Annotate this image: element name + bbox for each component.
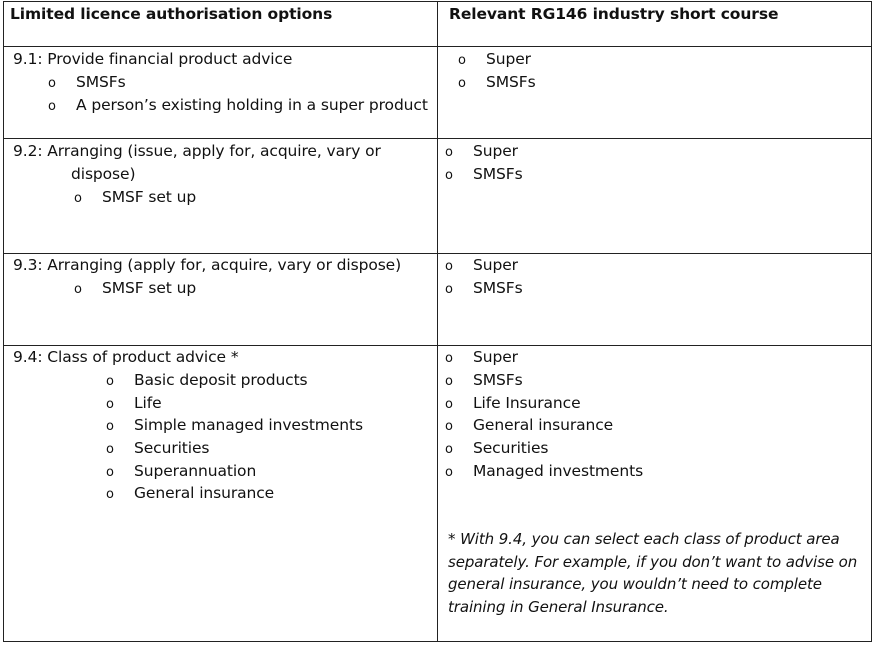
list-item: o Super [458,49,531,71]
bullet-icon: o [445,442,453,457]
footnote-line: general insurance, you wouldn’t need to complete [448,575,822,593]
list-item: o Super [445,255,518,277]
bullet-icon: o [74,191,82,206]
bullet-icon: o [458,76,466,91]
column-divider [437,1,438,642]
bullet-icon: o [106,419,114,434]
row-9-4-title: 9.4: Class of product advice * [13,348,239,366]
bullet-icon: o [458,53,466,68]
bullet-icon: o [106,465,114,480]
bullet-icon: o [48,99,56,114]
list-item: o SMSFs [445,164,523,186]
bullet-icon: o [48,76,56,91]
authorisation-table [3,1,872,642]
header-left: Limited licence authorisation options [10,5,333,23]
list-item: o Super [445,141,518,163]
list-item: o SMSF set up [74,278,196,300]
list-item: o SMSFs [48,72,126,94]
bullet-icon: o [445,282,453,297]
bullet-icon: o [106,442,114,457]
list-item: o SMSFs [445,370,523,392]
bullet-icon: o [106,487,114,502]
list-item: o A person’s existing holding in a super product [48,95,428,117]
list-item: o Securities [445,438,548,460]
row-9-1-title: 9.1: Provide financial product advice [13,50,293,68]
list-item: o Super [445,347,518,369]
list-item: o General insurance [445,415,613,437]
header-right: Relevant RG146 industry short course [449,5,779,23]
list-item: o General insurance [106,483,274,505]
bullet-icon: o [445,168,453,183]
bullet-icon: o [445,145,453,160]
table-border-right [871,1,872,642]
bullet-icon: o [74,282,82,297]
list-item: o Life [106,393,162,415]
list-item: o SMSF set up [74,187,196,209]
list-item: o Basic deposit products [106,370,308,392]
footnote-line: * With 9.4, you can select each class of product area [448,530,840,548]
bullet-icon: o [106,397,114,412]
footnote [448,528,857,618]
row-9-3-title: 9.3: Arranging (apply for, acquire, vary or dispose) [13,256,402,274]
list-item: o Superannuation [106,461,256,483]
list-item: o Securities [106,438,209,460]
list-item: o SMSFs [458,72,536,94]
row-9-2-title: 9.2: Arranging (issue, apply for, acquire, vary or [13,142,381,160]
row-9-2-title-continued: dispose) [71,165,136,183]
bullet-icon: o [445,259,453,274]
bullet-icon: o [445,419,453,434]
footnote-line: training in General Insurance. [448,597,669,616]
list-item: o SMSFs [445,278,523,300]
bullet-icon: o [445,465,453,480]
bullet-icon: o [445,397,453,412]
bullet-icon: o [106,374,114,389]
list-item: o Managed investments [445,461,643,483]
bullet-icon: o [445,351,453,366]
table-border-left [3,1,4,642]
bullet-icon: o [445,374,453,389]
footnote-line: separately. For example, if you don’t want to advise on [448,552,858,571]
list-item: o Life Insurance [445,393,581,415]
list-item: o Simple managed investments [106,415,363,437]
